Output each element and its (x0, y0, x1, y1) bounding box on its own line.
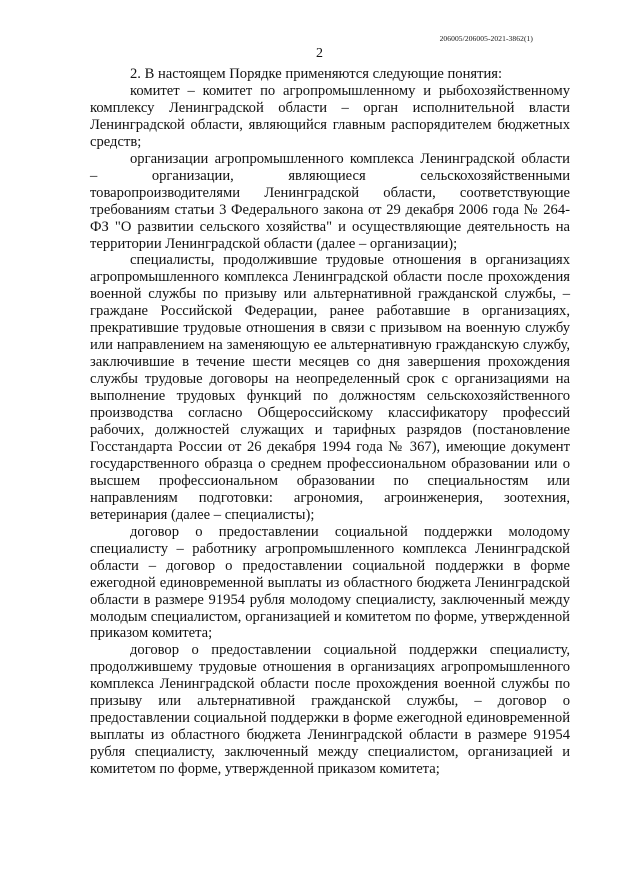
paragraph-organizations-definition: организации агропромышленного комплекса Ленинградской области – организации, являющиеся сельскохозяйственными товаропроизводителями Ленинградской области, соответствующие требованиям статьи 3 Федерального закона от 29 декабря 2006 года № 264-ФЗ "О развитии сельского хозяйства" и осуществляющие деятельность на территории Ленинградской области (далее – организации); (90, 150, 570, 252)
paragraph-young-specialist-contract: договор о предоставлении социальной поддержки молодому специалисту – работнику агропромышленного комплекса Ленинградской области – договор о предоставлении социальной поддержки в форме ежегодной единовременной выплаты из областного бюджета Ленинградской области в размере 91954 рубля молодому специалисту, заключенный между молодым специалистом, организацией и комитетом по форме, утвержденной приказом комитета; (90, 523, 570, 642)
document-body (90, 66, 570, 778)
paragraph-specialist-contract: договор о предоставлении социальной поддержки специалисту, продолжившему трудовые отношения в организациях агропромышленного комплекса Ленинградской области после прохождения военной службы по призыву или альтернативной гражданской службы, – договор о предоставлении социальной поддержки в форме ежегодной единовременной выплаты из областного бюджета Ленинградской области в размере 91954 рубля специалисту, заключенный между специалистом, организацией и комитетом по форме, утвержденной приказом комитета; (90, 642, 570, 778)
document-id: 206005/206005-2021-3862(1) (439, 34, 533, 43)
paragraph-committee-definition: комитет – комитет по агропромышленному и рыбохозяйственному комплексу Ленинградской области – орган исполнительной власти Ленинградской области, являющийся главным распорядителем бюджетных средств; (90, 82, 570, 150)
page-number: 2 (316, 46, 323, 61)
paragraph-definitions-intro: 2. В настоящем Порядке применяются следующие понятия: (130, 66, 503, 82)
paragraph-specialists-definition: специалисты, продолжившие трудовые отношения в организациях агропромышленного комплекса Ленинградской области после прохождения военной службы по призыву или альтернативной гражданской службы, – граждане Российской Федерации, ранее работавшие в организациях, прекратившие трудовые отношения в связи с призывом на военную службу или направлением на заменяющую ее альтернативную гражданскую службу, заключившие в течение шести месяцев со дня завершения прохождения службы трудовые договоры на неопределенный срок с организациями на выполнение трудовых функций по должностям сельскохозяйственного производства согласно Общероссийскому классификатору профессий рабочих, должностей служащих и тарифных разрядов (постановление Госстандарта России от 26 декабря 1994 года № 367), имеющие документ государственного образца о среднем профессиональном образовании или о высшем профессиональном образовании по специальностям или направлениям подготовки: агрономия, агроинженерия, зоотехния, ветеринария (далее – специалисты); (90, 252, 570, 523)
